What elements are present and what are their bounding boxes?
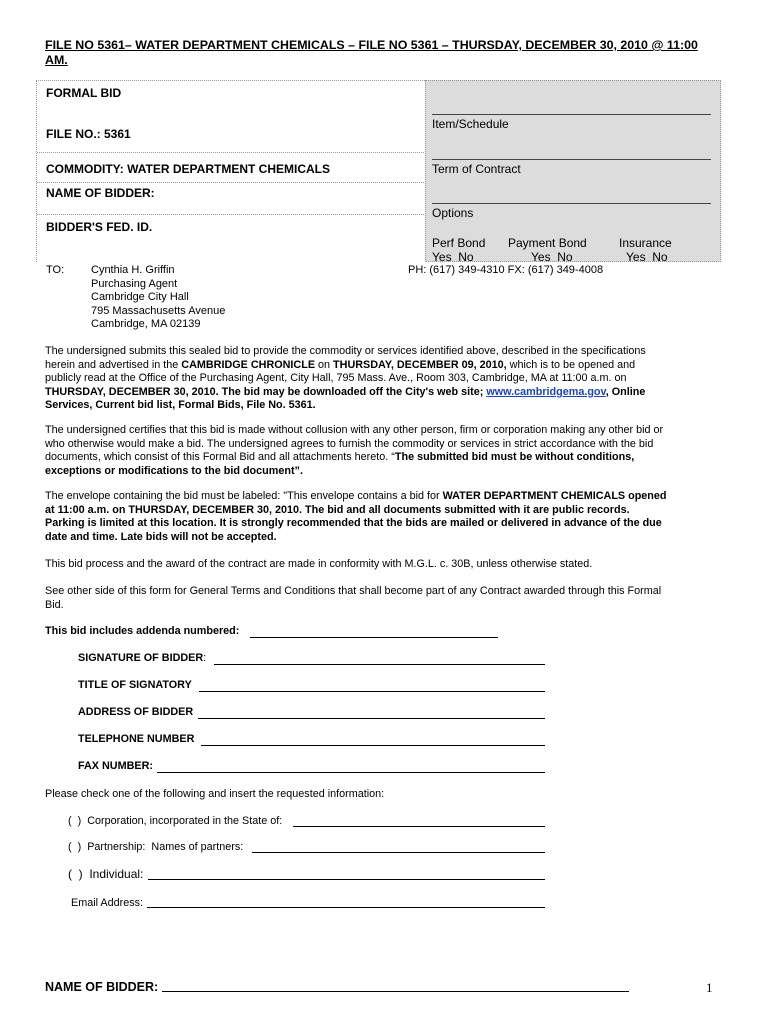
signature-input[interactable] [214, 664, 545, 665]
perf-bond-label: Perf Bond [432, 236, 486, 250]
recipient-role: Purchasing Agent [91, 277, 178, 290]
text: THURSDAY, DECEMBER 09, 2010, [333, 358, 507, 371]
text: which is to be opened and publicly read at the Office of the Purchasing Agent, City Hall, 795 Mass. Ave., Room 303, Cambridge, MA at 11:00 a.m. on [45, 358, 636, 385]
bid-description-paragraph [45, 345, 667, 413]
certification-paragraph [45, 424, 667, 478]
divider [37, 182, 426, 183]
envelope-paragraph [45, 490, 667, 544]
text: WATER DEPARTMENT CHEMICALS opened at 11:00 a.m. on THURSDAY, DECEMBER 30, 2010. The bid and all documents submitted with it are public records. Parking is limited at this location. It is strongly recommended that the bids are mailed or delivered in advance of the due date and time. Late bids will not be accepted. [45, 490, 667, 543]
divider [432, 203, 711, 204]
title-of-signatory-label: TITLE OF SIGNATORY [78, 679, 192, 691]
mgl-paragraph: This bid process and the award of the contract are made in conformity with M.G.L. c. 30B, unless otherwise stated. [45, 558, 593, 570]
text: : [203, 652, 207, 664]
page-title: FILE NO 5361– WATER DEPARTMENT CHEMICALS – FILE NO 5361 – THURSDAY, DECEMBER 30, 2010 @ 11:00 AM. [45, 38, 698, 67]
recipient-name: Cynthia H. Griffin [91, 264, 175, 276]
title-of-signatory-input[interactable] [199, 691, 545, 692]
recipient-city: Cambridge, MA 02139 [91, 318, 201, 330]
partnership-names-input[interactable] [252, 852, 545, 853]
recipient-office: Cambridge City Hall [91, 291, 189, 303]
text: CAMBRIDGE CHRONICLE [181, 358, 316, 371]
addenda-label: This bid includes addenda numbered: [45, 625, 240, 637]
bid-info-box [36, 80, 425, 262]
commodity-label: COMMODITY: WATER DEPARTMENT CHEMICALS [46, 162, 330, 176]
partnership-option[interactable]: ( ) Partnership: Names of partners: [68, 841, 244, 853]
fax-label: FAX NUMBER: [78, 760, 153, 772]
text: The envelope containing the bid must be labeled: "This envelope contains a bid for [45, 490, 443, 502]
insurance-yes-no: Yes No [626, 250, 668, 264]
text: The undersigned certifies that this bid is made without collusion with any other person, firm or corporation making any other bid or who otherwise would make a bid. The undersigned agrees to furnish the commodity or services in strict accordance with the bid documents, which consist of this Formal Bid and all attachments hereto. “ [45, 424, 664, 464]
payment-bond-label: Payment Bond [508, 236, 587, 250]
address-block [91, 264, 225, 332]
divider [37, 152, 426, 153]
addenda-input[interactable] [250, 637, 498, 638]
corporation-option[interactable]: ( ) Corporation, incorporated in the State of: [68, 815, 283, 827]
options-label: Options [432, 206, 474, 220]
page-number: 1 [706, 980, 713, 995]
item-schedule-label: Item/Schedule [432, 117, 509, 131]
fax-input[interactable] [157, 772, 545, 773]
text: The submitted bid must be without conditions, exceptions or modifications to the bid document”. [45, 451, 635, 477]
telephone-input[interactable] [201, 745, 545, 746]
name-of-bidder-label: NAME OF BIDDER: [46, 186, 155, 200]
telephone-label: TELEPHONE NUMBER [78, 733, 195, 745]
fed-id-label: BIDDER'S FED. ID. [46, 220, 153, 234]
divider [432, 114, 711, 115]
general-terms-paragraph: See other side of this form for General Terms and Conditions that shall become part of any Contract awarded through this Formal Bid. [45, 585, 662, 611]
address-of-bidder-input[interactable] [198, 718, 545, 719]
individual-input[interactable] [148, 879, 545, 880]
footer-name-of-bidder-input[interactable] [162, 991, 629, 992]
text: SIGNATURE OF BIDDER [78, 652, 204, 664]
perf-bond-yes-no: Yes No [432, 250, 474, 264]
text: , Online Services, Current bid list, Formal Bids, File No. 5361. [45, 385, 646, 412]
address-of-bidder-label: ADDRESS OF BIDDER [78, 706, 194, 718]
corporation-state-input[interactable] [293, 826, 545, 827]
email-label: Email Address: [71, 897, 144, 909]
text: THURSDAY, DECEMBER 30, 2010. The bid may be downloaded off the City's web site; [45, 385, 484, 398]
email-input[interactable] [147, 907, 545, 908]
file-no-label: FILE NO.: 5361 [46, 127, 131, 141]
insurance-label: Insurance [619, 236, 672, 250]
recipient-street: 795 Massachusetts Avenue [91, 304, 226, 317]
bid-schedule-box [425, 80, 721, 262]
payment-bond-yes-no: Yes No [531, 250, 573, 264]
footer-name-of-bidder-label: NAME OF BIDDER: [45, 980, 159, 994]
term-of-contract-label: Term of Contract [432, 162, 521, 176]
phone-fax: PH: (617) 349-4310 FX: (617) 349-4008 [408, 264, 604, 276]
divider [37, 214, 426, 215]
to-label: TO: [46, 264, 65, 276]
formal-bid-label: FORMAL BID [46, 86, 122, 100]
signature-label [78, 652, 206, 664]
text: on [315, 358, 334, 371]
website-link[interactable]: www.cambridgema.gov [486, 385, 606, 398]
check-intro: Please check one of the following and insert the requested information: [45, 788, 385, 800]
divider [432, 159, 711, 160]
individual-option[interactable]: ( ) Individual: [68, 867, 144, 881]
text: The undersigned submits this sealed bid to provide the commodity or services identified above, described in the specifications herein and advertised in the [45, 345, 646, 371]
